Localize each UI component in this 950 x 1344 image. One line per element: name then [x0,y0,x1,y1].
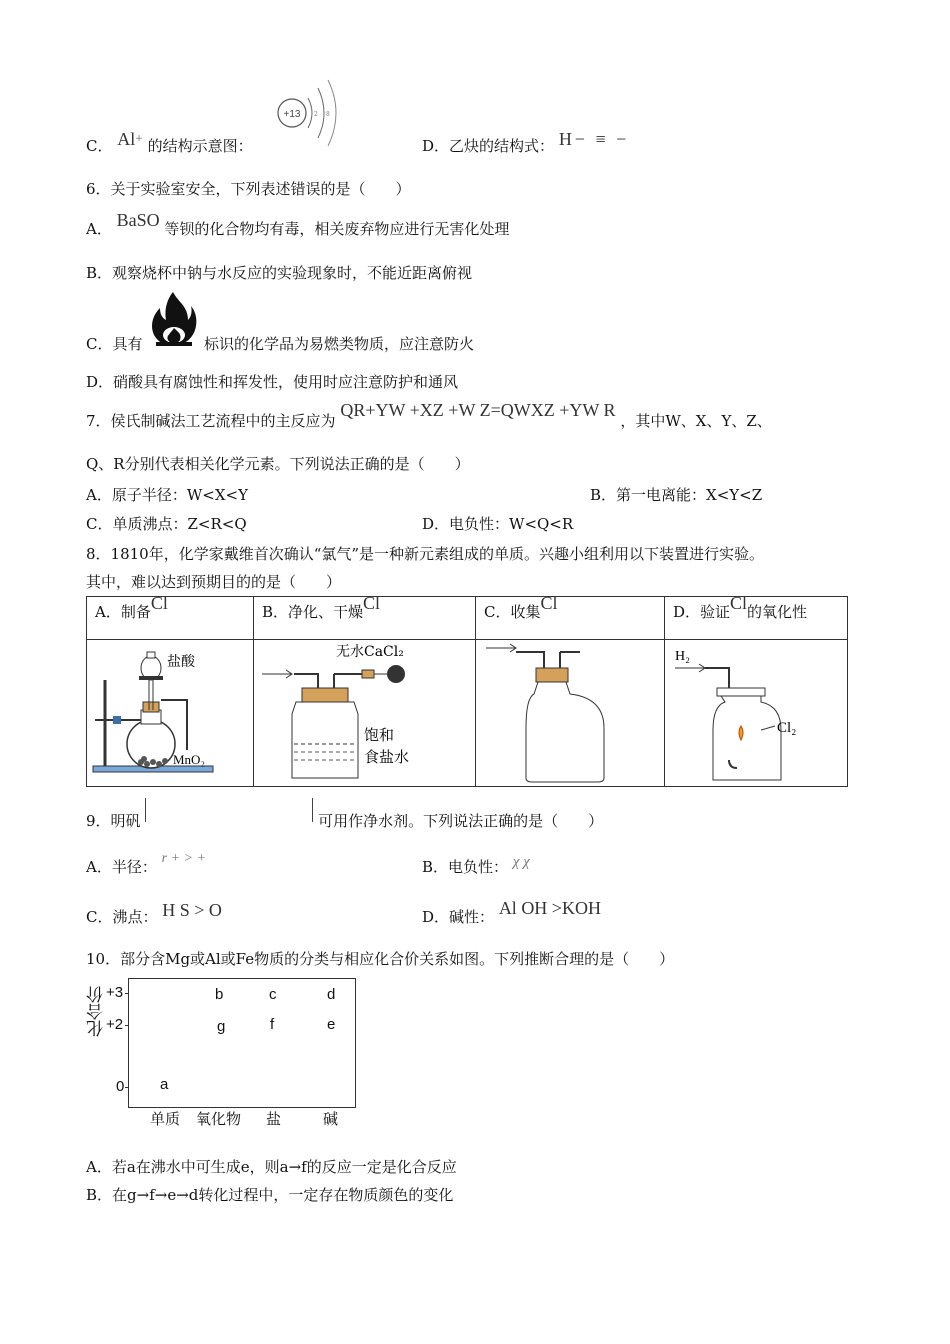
option-prefix: A．半径： [86,858,157,876]
q7-option-c: C．单质沸点：Z<R<Q [86,515,247,533]
x-tick-oxide: 氧化物 [196,1110,242,1128]
radius-formula: r + > + [161,851,206,866]
y-tick-zero: 0 [116,1078,125,1095]
point-g: g [217,1018,226,1035]
header-a: A．制备Cl [87,597,254,640]
q8-stem-line2: 其中，难以达到预期目的的是（ ） [86,573,342,591]
option-text: 标识的化学品为易燃类物质，应注意防火 [204,335,475,353]
option-prefix: C．具有 [86,335,143,353]
q5-option-c [86,129,253,156]
option-prefix: B．电负性： [422,858,509,876]
baso4-formula: BaSO [116,210,160,230]
atom-structure-diagram [272,76,342,152]
point-f: f [270,1016,275,1033]
q6-stem: 6．关于实验室安全，下列表述错误的是（ ） [86,180,411,198]
q6-option-c [86,333,474,354]
header-b: B．净化、干燥Cl [254,597,476,640]
option-prefix: A． [86,220,112,238]
option-prefix: D．碱性： [422,908,495,926]
label-hcl: 盐酸 [167,654,195,670]
point-b: b [215,986,224,1003]
q7-stem-line2: Q、R分别代表相关化学元素。下列说法正确的是（ ） [86,455,470,473]
option-prefix: C．沸点： [86,908,158,926]
q8-stem: 8．1810年，化学家戴维首次确认“氯气”是一种新元素组成的单质。兴趣小组利用以下装置进行实验。 [86,545,765,563]
q9-option-a [86,851,206,877]
q10-stem: 10．部分含Mg或Al或Fe物质的分类与相应化合价关系如图。下列推断合理的是（ ） [86,950,675,968]
option-text: 等钡的化合物均有毒，相关废弃物应进行无害化处理 [164,220,510,238]
label-mno2: MnO₂ [173,752,205,767]
q7-option-b: B．第一电离能：X<Y<Z [590,486,763,504]
stem-text: 9．明矾 [86,812,141,830]
stem-text: 7．侯氏制碱法工艺流程中的主反应为 [86,412,336,430]
q10-option-b: B．在g→f→e→d转化过程中，一定存在物质颜色的变化 [86,1186,454,1204]
label-saturated: 饱和 [364,726,395,744]
q9-option-d [422,898,601,927]
apparatus-b [254,640,476,787]
stem-text-cont: ，其中W、X、Y、Z、 [620,412,772,430]
y-axis-title: 化合价 [87,986,106,1037]
apparatus-d [665,640,848,787]
x-tick-base: 碱 [323,1110,339,1128]
label-h2: H₂ [675,649,690,664]
option-text: D．乙炔的结构式： [422,137,555,155]
option-text: 的结构示意图： [147,137,253,155]
header-c: C．收集Cl [476,597,665,640]
apparatus-c [476,640,665,787]
boiling-formula: H S > O [162,900,222,920]
option-prefix: C． [86,137,113,155]
q6-option-b: B．观察烧杯中钠与水反应的实验现象时，不能近距离俯视 [86,264,473,282]
flammable-icon [148,290,198,348]
header-d: D．验证Cl的氧化性 [665,597,848,640]
label-cl2: Cl₂ [777,720,797,736]
nucleus-label: +13 [283,109,301,120]
point-d: d [327,986,336,1003]
q9-option-b [422,856,530,877]
q6-option-d: D．硝酸具有腐蚀性和挥发性，使用时应注意防护和通风 [86,373,459,391]
electronegativity-formula: χ χ [512,854,530,870]
x-tick-elemental: 单质 [150,1110,181,1128]
label-brine: 食盐水 [364,748,410,766]
q7-option-a: A．原子半径：W<X<Y [86,486,248,504]
label-cacl2: 无水CaCl₂ [336,644,404,660]
y-tick-plus2: +2 [106,1016,124,1033]
experiment-table [86,593,848,787]
charge-sup: + [135,134,143,144]
q10-option-a: A．若a在沸水中可生成e，则a→f的反应一定是化合反应 [86,1158,457,1176]
basicity-formula: Al OH >KOH [498,898,601,918]
q7-stem [86,400,772,431]
shell-1-count: 2 [314,111,318,118]
al-ion-formula: Al [117,129,136,149]
stem-text-cont: 可用作净水剂。下列说法正确的是（ ） [318,812,604,830]
q9-option-c [86,900,222,927]
point-e: e [327,1016,336,1033]
reaction-equation: QR+YW +XZ +W Z=QWXZ +YW R [340,400,616,420]
acetylene-formula: H− ≡ − [558,129,630,149]
q9-stem [86,802,603,831]
y-tick-plus3: +3 [106,984,124,1001]
point-c: c [269,986,277,1003]
q7-option-d: D．电负性：W<Q<R [422,515,574,533]
q5-option-d [422,129,630,156]
point-a: a [160,1076,169,1093]
apparatus-a [87,640,254,787]
q6-option-a [86,210,510,239]
shell-2-count: 8 [326,111,330,118]
x-tick-salt: 盐 [266,1110,282,1128]
formula-bracket [145,798,313,822]
